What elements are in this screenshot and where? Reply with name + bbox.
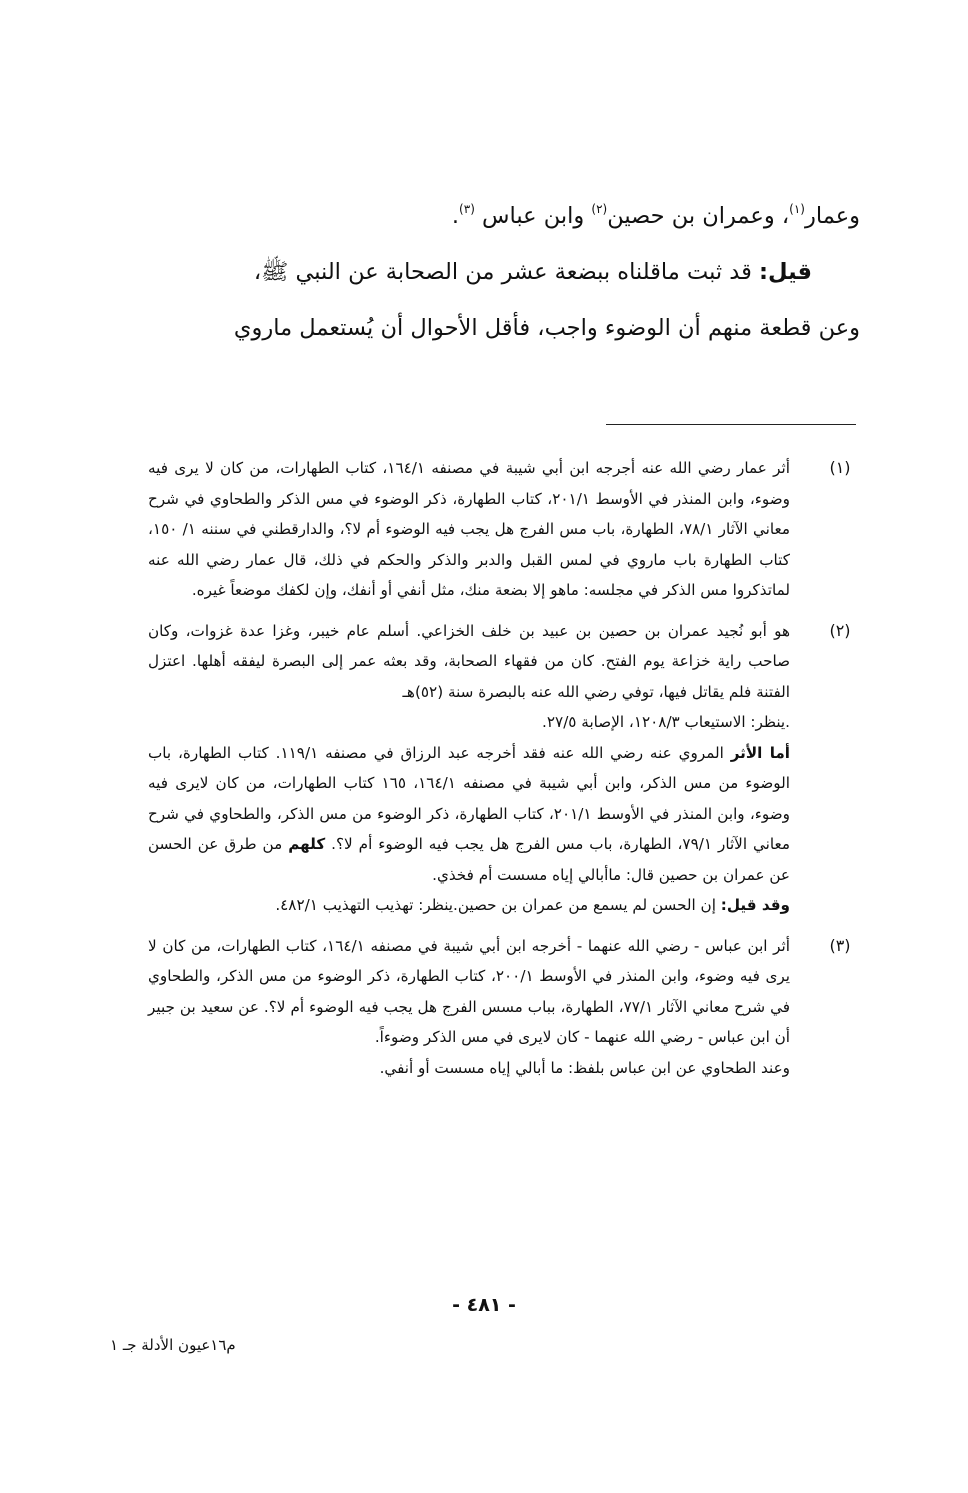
footnote-number-1: (١) (829, 458, 851, 477)
footnote-ref-2[interactable]: (٢) (591, 202, 608, 216)
text-ibn-abbas: وابن عباس (474, 203, 592, 229)
label-athar: أما الأثر (730, 743, 791, 762)
main-paragraph-2-continued (150, 300, 860, 356)
footnote-2-bio: هو أبو نُجيد عمران بن حصين بن عبيد بن خلف الخزاعي. أسلم عام خيبر، وغزا عدة غزوات، وكان صاحب راية خزاعة يوم الفتح. كان من فقهاء الصحابة، وقد بعثه عمر إلى البصرة ليفقه أهلها. اعتزل الفتنة فلم يقاتل فيها، توفي رضي الله عنه بالبصرة سنة (٥٢)هـ (148, 621, 790, 701)
footnote-2-waqad (148, 890, 790, 921)
label-qeela: قيل: (759, 259, 812, 285)
main-paragraph-2 (150, 244, 860, 300)
footnote-3 (148, 931, 860, 1084)
label-waqad: وقد قيل: (720, 896, 790, 914)
athar-text: المروي عنه رضي الله عنه فقد أخرجه عبد الرزاق في مصنفه ١١٩/١. كتاب الطهارة، باب الوضوء من مس الذكر، وابن أبي شيبة في مصنفه ١٦٤/١، ١٦٥ كتاب الطهارات، من كان لايرى فيه وضوء، وابن المنذر في الأوسط ٢٠١/١، كتاب الطهارة، ذكر الوضوء من مس الذكر، والطحاوي في شرح معاني الآثار ٧٩/١، الطهارة، باب مس الفرج هل يجب فيه الوضوء أم لا؟. (148, 743, 790, 853)
page-number: - ٤٨١ - (452, 1294, 516, 1316)
footnote-2-references: .ينظر: الاستيعاب ١٢٠٨/٣، الإصابة ٢٧/٥. (542, 713, 790, 731)
text-imran: ، وعمران بن حصين (607, 203, 790, 229)
footnotes (148, 453, 860, 1083)
paragraph-2-continued-text: وعن قطعة منهم أن الوضوء واجب، فأقل الأحوال أن يُستعمل ماروي (233, 315, 860, 341)
label-kulluhum: كلهم (288, 835, 326, 853)
footnote-number-2: (٢) (829, 620, 851, 640)
footnote-ref-3[interactable]: (٣) (459, 202, 475, 216)
footnote-ref-1[interactable]: (١) (789, 202, 805, 216)
paragraph-2-text: قد ثبت ماقلناه ببضعة عشر من الصحابة عن النبي ﷺ، (253, 259, 759, 285)
athar-text-2: من طرق عن الحسن عن عمران بن حصين قال: ماأبالي إياه مسست أم فخذي. (148, 835, 790, 884)
footnote-1 (148, 453, 860, 606)
footnote-number-3: (٣) (829, 935, 851, 955)
footnote-3-tahawi: وعند الطحاوي عن ابن عباس بلفظ: ما أبالي إياه مسست أو أنفي. (379, 1058, 790, 1077)
footnote-3-text: أثر ابن عباس - رضي الله عنهما - أخرجه ابن أبي شيبة في مصنفه ١٦٤/١، كتاب الطهارات، من كان لا يرى فيه وضوء، وابن المنذر في الأوسط ٢٠٠/١، كتاب الطهارة، ذكر الوضوء من مس الذكر، والطحاوي في شرح معاني الآثار ٧٧/١، الطهارة، بباب مسس الفرج هل يجب فيه الوضوء أم لا؟. عن سعيد بن جبير أن ابن عباس - رضي الله عنهما - كان لايرى في مس الذكر وضوءاً. (148, 936, 791, 1046)
main-line-1 (150, 188, 860, 244)
footnote-separator (606, 424, 856, 425)
text-ammar: وعمار (804, 203, 860, 229)
main-text (150, 188, 860, 356)
printer-signature: م١٦عيون الأدلة جـ ١ (110, 1336, 236, 1354)
footnote-1-text: أثر عمار رضي الله عنه أجرجه ابن أبي شيبة في مصنفه ١٦٤/١، كتاب الطهارات، من كان لا يرى فيه وضوء، وابن المنذر في الأوسط ٢٠١/١، كتاب الطهارة، ذكر الوضوء في مس الذكر والطحاوي في شرح معاني الآثار ٧٨/١، الطهارة، باب مس الفرج هل يجب فيه الوضوء أم لا؟، والدارقطني في سننه ١/ ١٥٠، كتاب الطهارة باب ماروي في لمس القبل والدبر والذكر والحكم في ذلك، قال عمار رضي الله عنه لماتذكروا مس الذكر في مجلسه: ماهو إلا بضعة منك، مثل أنفي أو أنفك، وإن لكفك موضعاً غيره. (148, 459, 790, 599)
footnote-2-athar (148, 738, 790, 891)
text-period: . (451, 203, 460, 229)
footnote-2 (148, 616, 860, 921)
waqad-text: إن الحسن لم يسمع من عمران بن حصين.ينظر: تهذيب التهذيب ٤٨٢/١. (275, 896, 721, 914)
